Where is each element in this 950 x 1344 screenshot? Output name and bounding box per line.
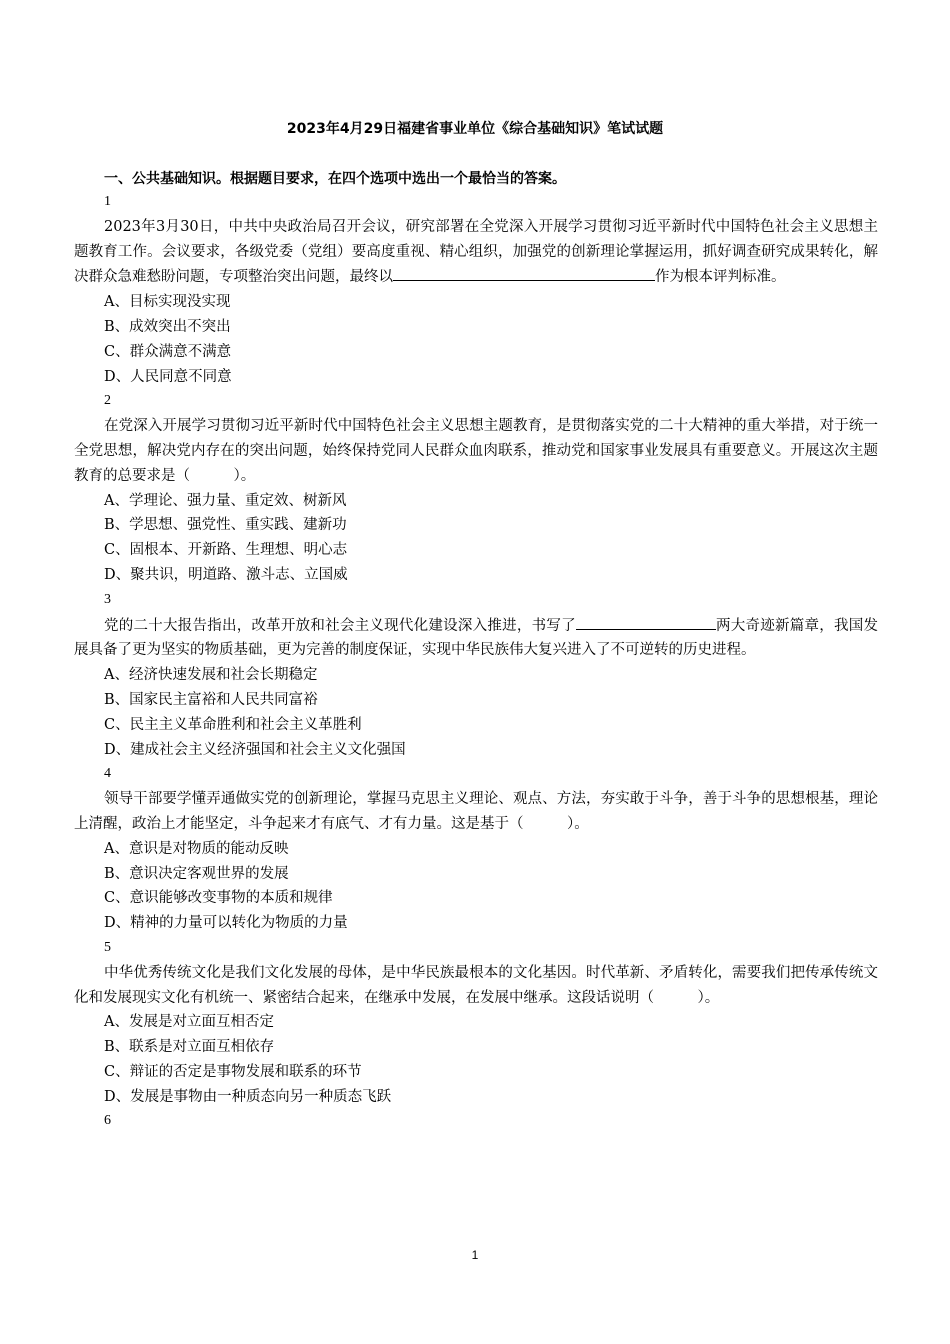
- option-c: C、固根本、开新路、生理想、明心志: [104, 542, 348, 559]
- question-number: 3: [104, 591, 111, 607]
- question-number: 4: [104, 766, 111, 782]
- question-list: [74, 190, 878, 1134]
- question-stem: 在党深入开展学习贯彻习近平新时代中国特色社会主义思想主题教育，是贯彻落实党的二十大精神的重大举措，对于统一全党思想，解决党内存在的突出问题，始终保持党同人民群众血肉联系，推动党和国家事业发展具有重要意义。开展这次主题教育的总要求是（ ）。: [74, 418, 878, 484]
- question-stem: 中华优秀传统文化是我们文化发展的母体，是中华民族最根本的文化基因。时代革新、矛盾转化，需要我们把传承传统文化和发展现实文化有机统一、紧密结合起来，在继承中发展，在发展中继承。这段话说明（ ）。: [74, 964, 878, 1006]
- question-stem-part: 党的二十大报告指出，改革开放和社会主义现代化建设深入推进，书写了: [104, 617, 576, 634]
- option-b: B、学思想、强党性、重实践、建新功: [104, 517, 347, 534]
- option-c: C、辩证的否定是事物发展和联系的环节: [104, 1063, 362, 1080]
- question-number: 1: [104, 194, 111, 209]
- option-a: A、发展是对立面互相否定: [104, 1014, 274, 1031]
- question-number: 6: [104, 1113, 111, 1129]
- option-a: A、学理论、强力量、重定效、树新风: [104, 492, 347, 509]
- answer-blank: [576, 613, 716, 630]
- option-b: B、成效突出不突出: [104, 318, 231, 335]
- question-stem: 领导干部要学懂弄通做实党的创新理论，掌握马克思主义理论、观点、方法，夯实敢于斗争，善于斗争的思想根基，理论上清醒，政治上才能坚定，斗争起来才有底气、才有力量。这是基于（ ）。: [74, 791, 878, 832]
- option-a: A、意识是对物质的能动反映: [104, 840, 289, 857]
- option-b: B、联系是对立面互相依存: [104, 1039, 275, 1056]
- question-stem-part: 2023年3月30日，中共中央政治局召开会议，研究部署在全党深入开展学习贯彻习近平新时代中国特色社会主义思想主题教育工作。会议要求，各级党委（党组）要高度重视、精心组织，加强党的创新理论掌握运用，抓好调查研究成果转化，解决群众急难愁盼问题，专项整治突出问题，最终以: [74, 218, 878, 286]
- question-stem-part: 两大奇迹新篇章，我国发展具备了更为坚实的物质基础，更为完善的制度保证，实现中华民族伟大复兴进入了不可逆转的历史进程。: [74, 617, 878, 659]
- option-d: D、精神的力量可以转化为物质的力量: [104, 915, 348, 932]
- option-d: D、聚共识，明道路、激斗志、立国威: [104, 566, 348, 583]
- question-stem: [74, 215, 878, 290]
- option-d: D、建成社会主义经济强国和社会主义文化强国: [104, 741, 406, 758]
- option-d: D、发展是事物由一种质态向另一种质态飞跃: [104, 1088, 392, 1105]
- option-d: D、人民同意不同意: [104, 368, 232, 385]
- question-number: 5: [104, 939, 111, 955]
- question-stem-part: 作为根本评判标准。: [655, 269, 786, 286]
- option-c: C、意识能够改变事物的本质和规律: [104, 890, 333, 907]
- option-a: A、目标实现没实现: [104, 294, 231, 311]
- option-c: C、群众满意不满意: [104, 343, 232, 360]
- section-heading: 一、公共基础知识。根据题目要求，在四个选项中选出一个最恰当的答案。: [104, 171, 566, 187]
- answer-blank: [393, 264, 655, 281]
- option-a: A、经济快速发展和社会长期稳定: [104, 667, 318, 684]
- question-stem: [74, 613, 878, 664]
- page-number: 1: [471, 1248, 479, 1262]
- option-b: B、国家民主富裕和人民共同富裕: [104, 691, 318, 708]
- option-b: B、意识决定客观世界的发展: [104, 865, 289, 882]
- option-c: C、民主主义革命胜利和社会主义革胜利: [104, 716, 362, 733]
- document-title: 2023年4月29日福建省事业单位《综合基础知识》笔试试题: [286, 121, 664, 137]
- question-number: 2: [104, 393, 111, 409]
